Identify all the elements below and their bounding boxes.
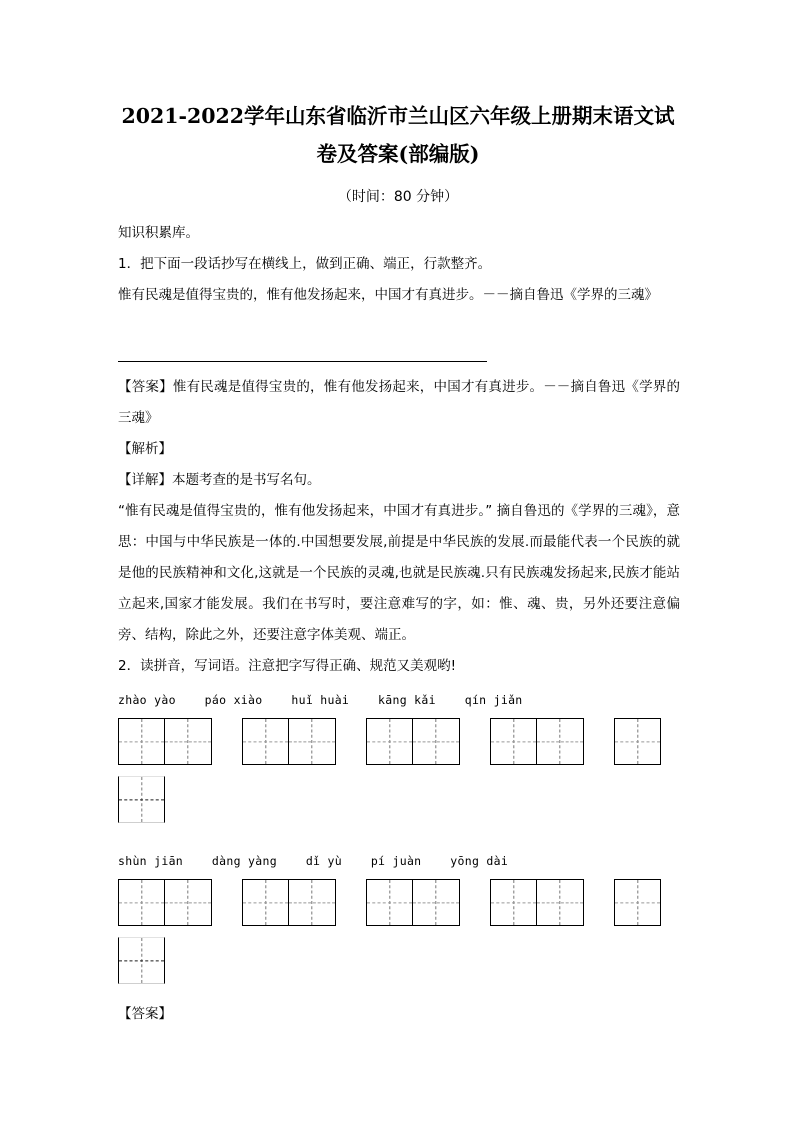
grid-group-wrapped[interactable] xyxy=(118,776,165,823)
exam-duration-subtitle: （时间：80 分钟） xyxy=(337,189,459,205)
grid-group[interactable] xyxy=(614,718,661,765)
grid-horizontal-guide-icon xyxy=(119,902,164,903)
writing-rule-line xyxy=(118,361,487,362)
character-cell[interactable] xyxy=(242,879,289,926)
character-grid-row-2 xyxy=(118,871,693,995)
grid-horizontal-guide-icon xyxy=(289,902,335,903)
grid-group[interactable] xyxy=(118,718,212,765)
question-1-quote: 惟有民魂是值得宝贵的，惟有他发扬起来，中国才有真进步。－－摘自鲁迅《学界的三魂》 xyxy=(118,287,658,303)
grid-group[interactable] xyxy=(366,879,460,926)
grid-horizontal-guide-icon xyxy=(413,902,459,903)
grid-group-wrapped[interactable] xyxy=(118,937,165,984)
character-cell[interactable] xyxy=(537,879,584,926)
grid-horizontal-guide-icon xyxy=(491,741,536,742)
grid-group[interactable] xyxy=(366,718,460,765)
grid-group[interactable] xyxy=(614,879,661,926)
grid-horizontal-guide-icon xyxy=(367,741,412,742)
grid-horizontal-guide-icon xyxy=(367,902,412,903)
grid-horizontal-guide-icon xyxy=(243,902,288,903)
character-cell[interactable] xyxy=(366,718,413,765)
character-cell[interactable] xyxy=(413,718,460,765)
grid-group[interactable] xyxy=(242,718,336,765)
grid-horizontal-guide-icon xyxy=(243,741,288,742)
character-cell[interactable] xyxy=(165,879,212,926)
character-cell[interactable] xyxy=(118,718,165,765)
grid-group[interactable] xyxy=(118,879,212,926)
character-cell[interactable] xyxy=(242,718,289,765)
character-cell[interactable] xyxy=(490,879,537,926)
grid-horizontal-guide-icon xyxy=(119,960,164,961)
document-content xyxy=(118,0,680,1030)
character-cell[interactable] xyxy=(289,879,336,926)
grid-group[interactable] xyxy=(242,879,336,926)
question-1-prompt: 1．把下面一段话抄写在横线上，做到正确、端正，行款整齐。 xyxy=(118,256,492,272)
grid-horizontal-guide-icon xyxy=(165,741,211,742)
character-cell[interactable] xyxy=(118,937,165,984)
question-1-writing-area[interactable] xyxy=(118,311,680,372)
question-2-answer-label: 【答案】 xyxy=(118,1006,172,1022)
grid-group[interactable] xyxy=(490,718,584,765)
grid-section-spacer xyxy=(118,834,680,843)
question-1-answer: 【答案】惟有民魂是值得宝贵的，惟有他发扬起来，中国才有真进步。－－摘自鲁迅《学界的三魂》 xyxy=(118,379,680,426)
character-cell[interactable] xyxy=(366,879,413,926)
grid-horizontal-guide-icon xyxy=(615,902,660,903)
character-cell[interactable] xyxy=(614,718,661,765)
character-cell[interactable] xyxy=(289,718,336,765)
character-cell[interactable] xyxy=(490,718,537,765)
pinyin-row-1: zhào yào páo xiào huǐ huài kāng kǎi qín jiǎn xyxy=(118,693,523,707)
question-1-detail-line: 【详解】本题考查的是书写名句。 xyxy=(118,472,321,488)
question-1-analysis-label: 【解析】 xyxy=(118,441,172,457)
grid-horizontal-guide-icon xyxy=(491,902,536,903)
grid-horizontal-guide-icon xyxy=(537,741,583,742)
character-cell[interactable] xyxy=(165,718,212,765)
question-2-prompt: 2．读拼音，写词语。注意把字写得正确、规范又美观哟! xyxy=(118,658,457,674)
grid-horizontal-guide-icon xyxy=(165,902,211,903)
character-cell[interactable] xyxy=(537,718,584,765)
character-cell[interactable] xyxy=(118,879,165,926)
grid-horizontal-guide-icon xyxy=(119,741,164,742)
question-1-detail-paragraph: “惟有民魂是值得宝贵的，惟有他发扬起来，中国才有真进步。” 摘自鲁迅的《学界的三魂》，意思：中国与中华民族是一体的.中国想要发展,前提是中华民族的发展.而最能代表一个民族的就是他的民族精神和文化,这就是一个民族的灵魂,也就是民族魂.只有民族魂发扬起来,民族才能站立起来,国家才能发展。我们在书写时，要注意难写的字，如：惟、魂、贵，另外还要注意偏旁、结构，除此之外，还要注意字体美观、端正。 xyxy=(118,503,680,643)
grid-horizontal-guide-icon xyxy=(615,741,660,742)
pinyin-row-2: shùn jiān dàng yàng dǐ yù pí juàn yōng dài xyxy=(118,854,509,868)
character-cell[interactable] xyxy=(118,776,165,823)
grid-horizontal-guide-icon xyxy=(537,902,583,903)
character-cell[interactable] xyxy=(413,879,460,926)
grid-group[interactable] xyxy=(490,879,584,926)
section-heading: 知识积累库。 xyxy=(118,225,199,241)
character-grid-row-1 xyxy=(118,710,693,834)
grid-horizontal-guide-icon xyxy=(119,799,164,800)
grid-horizontal-guide-icon xyxy=(289,741,335,742)
grid-horizontal-guide-icon xyxy=(413,741,459,742)
page-title: 2021-2022学年山东省临沂市兰山区六年级上册期末语文试卷及答案(部编版) xyxy=(121,104,675,166)
character-cell[interactable] xyxy=(614,879,661,926)
